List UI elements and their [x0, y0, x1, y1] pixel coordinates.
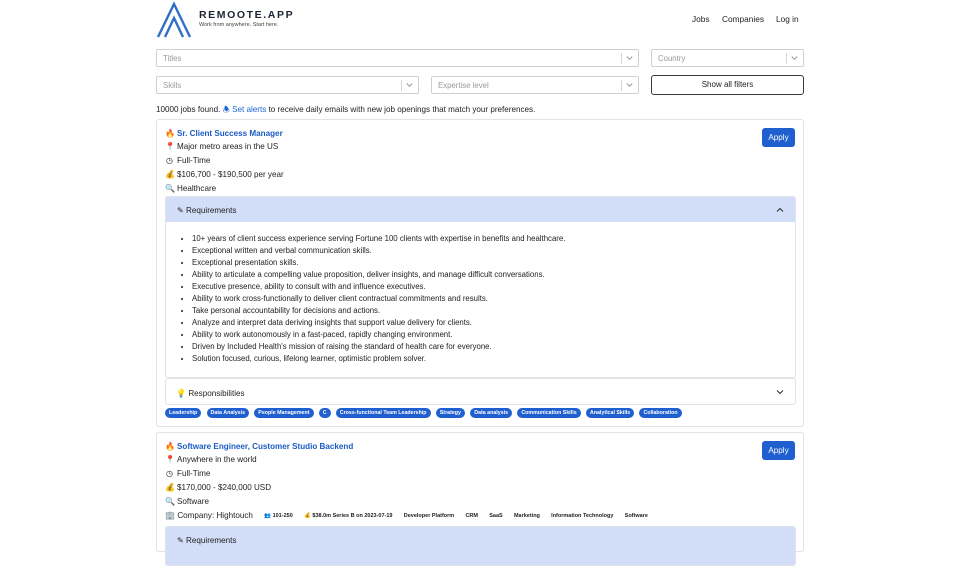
- magnifier-icon: 🔍: [165, 184, 176, 193]
- skill-tag[interactable]: Analytical Skills: [586, 408, 634, 418]
- requirements-label: [177, 205, 236, 215]
- job-industry: [165, 496, 209, 506]
- titles-select[interactable]: [156, 49, 639, 67]
- expertise-placeholder: Expertise level: [438, 81, 489, 90]
- divider: [621, 80, 622, 91]
- job-type: [165, 468, 210, 478]
- flame-icon: 🔥: [165, 129, 176, 138]
- responsibilities-accordion[interactable]: [165, 378, 796, 405]
- titles-placeholder: Titles: [163, 54, 182, 63]
- skills-select[interactable]: [156, 76, 419, 94]
- job-location-text: Anywhere in the world: [177, 455, 257, 464]
- country-placeholder: Country: [658, 54, 686, 63]
- chevron-down-icon[interactable]: [790, 53, 799, 62]
- job-industry: [165, 183, 216, 193]
- chevron-down-icon[interactable]: [775, 387, 785, 397]
- set-alerts-link[interactable]: [223, 105, 267, 114]
- chevron-up-icon[interactable]: [775, 205, 785, 215]
- pencil-icon: ✎: [177, 536, 184, 545]
- set-alerts-label: Set alerts: [232, 105, 267, 114]
- job-salary-text: $170,000 - $240,000 USD: [177, 483, 272, 492]
- bulb-icon: 💡: [176, 389, 187, 398]
- job-title-link[interactable]: Sr. Client Success Manager: [177, 129, 283, 138]
- apply-button[interactable]: Apply: [762, 441, 795, 460]
- country-select[interactable]: [651, 49, 804, 67]
- flame-icon: 🔥: [165, 442, 176, 451]
- requirement-item: • Analyze and interpret data deriving insights that support value delivery for clients.: [192, 317, 565, 329]
- divider: [621, 53, 622, 64]
- company-funding: [304, 513, 393, 519]
- team-icon: 👥: [264, 513, 272, 519]
- requirements-label-text: Requirements: [186, 536, 237, 545]
- job-industry-text: Healthcare: [177, 184, 217, 193]
- requirement-item: • Take personal accountability for decisions and actions.: [192, 305, 565, 317]
- company-category: SaaS: [489, 513, 503, 519]
- skill-tag[interactable]: Data Analysis: [207, 408, 250, 418]
- company-size-text: 101-250: [272, 513, 293, 519]
- chevron-down-icon[interactable]: [625, 53, 634, 62]
- skill-tag[interactable]: People Management: [254, 408, 313, 418]
- logo-icon[interactable]: [156, 2, 192, 38]
- requirement-item: • Ability to work cross-functionally to deliver client contractual commitments and results.: [192, 293, 565, 305]
- job-industry-text: Software: [177, 497, 209, 506]
- bell-icon: 🕭: [222, 105, 230, 114]
- job-type-text: Full-Time: [177, 469, 211, 478]
- job-location-text: Major metro areas in the US: [177, 142, 279, 151]
- requirement-item: • Driven by Included Health's mission of raising the standard of health care for everyone.: [192, 341, 565, 353]
- skill-tags: [165, 408, 685, 418]
- skill-tag[interactable]: Communication Skills: [517, 408, 580, 418]
- responsibilities-label: [176, 388, 245, 398]
- show-all-filters-button[interactable]: Show all filters: [651, 75, 804, 95]
- requirement-item: • Exceptional presentation skills.: [192, 257, 565, 269]
- skills-placeholder: Skills: [163, 81, 182, 90]
- skill-tag[interactable]: Leadership: [165, 408, 201, 418]
- divider: [786, 53, 787, 64]
- job-salary: [165, 482, 271, 492]
- company-category: Developer Platform: [403, 513, 455, 519]
- money-icon: 💰: [165, 483, 176, 492]
- job-salary: [165, 169, 284, 179]
- skill-tag[interactable]: C: [319, 408, 331, 418]
- job-card: [156, 119, 804, 427]
- requirement-item: • Ability to articulate a compelling value proposition, deliver insights, and manage difficult conversations.: [192, 269, 565, 281]
- requirement-item: • Solution focused, curious, lifelong learner, optimistic problem solver.: [192, 353, 565, 365]
- job-location: [165, 141, 278, 151]
- requirements-list: [192, 233, 565, 365]
- requirement-item: • Executive presence, ability to consult with and influence executives.: [192, 281, 565, 293]
- divider: [401, 80, 402, 91]
- job-title-link[interactable]: Software Engineer, Customer Studio Backend: [177, 442, 354, 451]
- job-type-text: Full-Time: [177, 156, 211, 165]
- clock-icon: ◷: [165, 156, 174, 165]
- skill-tag[interactable]: Cross-functional Team Leadership: [336, 408, 431, 418]
- company-category: Software: [624, 513, 648, 519]
- magnifier-icon: 🔍: [165, 497, 176, 506]
- company-size: [264, 513, 293, 519]
- brand-name[interactable]: REMOOTE.APP: [199, 9, 295, 21]
- job-card: [156, 432, 804, 552]
- skill-tag[interactable]: Collaboration: [639, 408, 681, 418]
- skill-tag[interactable]: Data analysis: [470, 408, 512, 418]
- company-funding-text: $38.0m Series B on 2023-07-19: [312, 513, 393, 519]
- company-name[interactable]: Company: Hightouch: [177, 511, 253, 520]
- job-location: [165, 454, 257, 464]
- job-title-row: [165, 441, 353, 451]
- pin-icon: 📍: [165, 142, 176, 151]
- responsibilities-label-text: Responsibilities: [188, 389, 245, 398]
- money-bag-icon: 💰: [304, 513, 311, 519]
- nav-login[interactable]: Log in: [776, 14, 799, 24]
- job-type: [165, 155, 210, 165]
- chevron-down-icon[interactable]: [625, 80, 634, 89]
- company-category: Marketing: [513, 513, 540, 519]
- nav-companies[interactable]: Companies: [722, 14, 764, 24]
- pencil-icon: ✎: [177, 206, 184, 215]
- requirements-label-text: Requirements: [186, 206, 237, 215]
- company-row: [165, 510, 648, 520]
- requirement-item: • 10+ years of client success experience serving Fortune 100 clients with expertise in benefits and healthcare.: [192, 233, 565, 245]
- requirement-item: • Exceptional written and verbal communication skills.: [192, 245, 565, 257]
- results-count: 10000 jobs found.: [156, 105, 221, 114]
- skill-tag[interactable]: Strategy: [436, 408, 465, 418]
- brand-tagline: Work from anywhere. Start here.: [199, 22, 279, 28]
- requirement-item: • Ability to work autonomously in a fast-paced, rapidly changing environment.: [192, 329, 565, 341]
- expertise-select[interactable]: [431, 76, 639, 94]
- apply-button[interactable]: Apply: [762, 128, 795, 147]
- job-title-row: [165, 128, 283, 138]
- requirements-accordion: [165, 196, 796, 378]
- pin-icon: 📍: [165, 455, 176, 464]
- results-suffix: to receive daily emails with new job openings that match your preferences.: [268, 105, 536, 114]
- results-summary: [156, 104, 535, 118]
- money-icon: 💰: [165, 170, 176, 179]
- company-category: CRM: [465, 513, 478, 519]
- requirements-label: [177, 535, 236, 545]
- site-header: [0, 0, 960, 42]
- requirements-accordion[interactable]: [165, 526, 796, 566]
- company-category: Information Technology: [551, 513, 614, 519]
- clock-icon: ◷: [165, 469, 174, 478]
- requirements-header[interactable]: [166, 197, 795, 222]
- nav-jobs[interactable]: Jobs: [692, 14, 710, 24]
- chevron-down-icon[interactable]: [405, 80, 414, 89]
- job-salary-text: $106,700 - $190,500 per year: [177, 170, 284, 179]
- building-icon: 🏢: [165, 511, 176, 520]
